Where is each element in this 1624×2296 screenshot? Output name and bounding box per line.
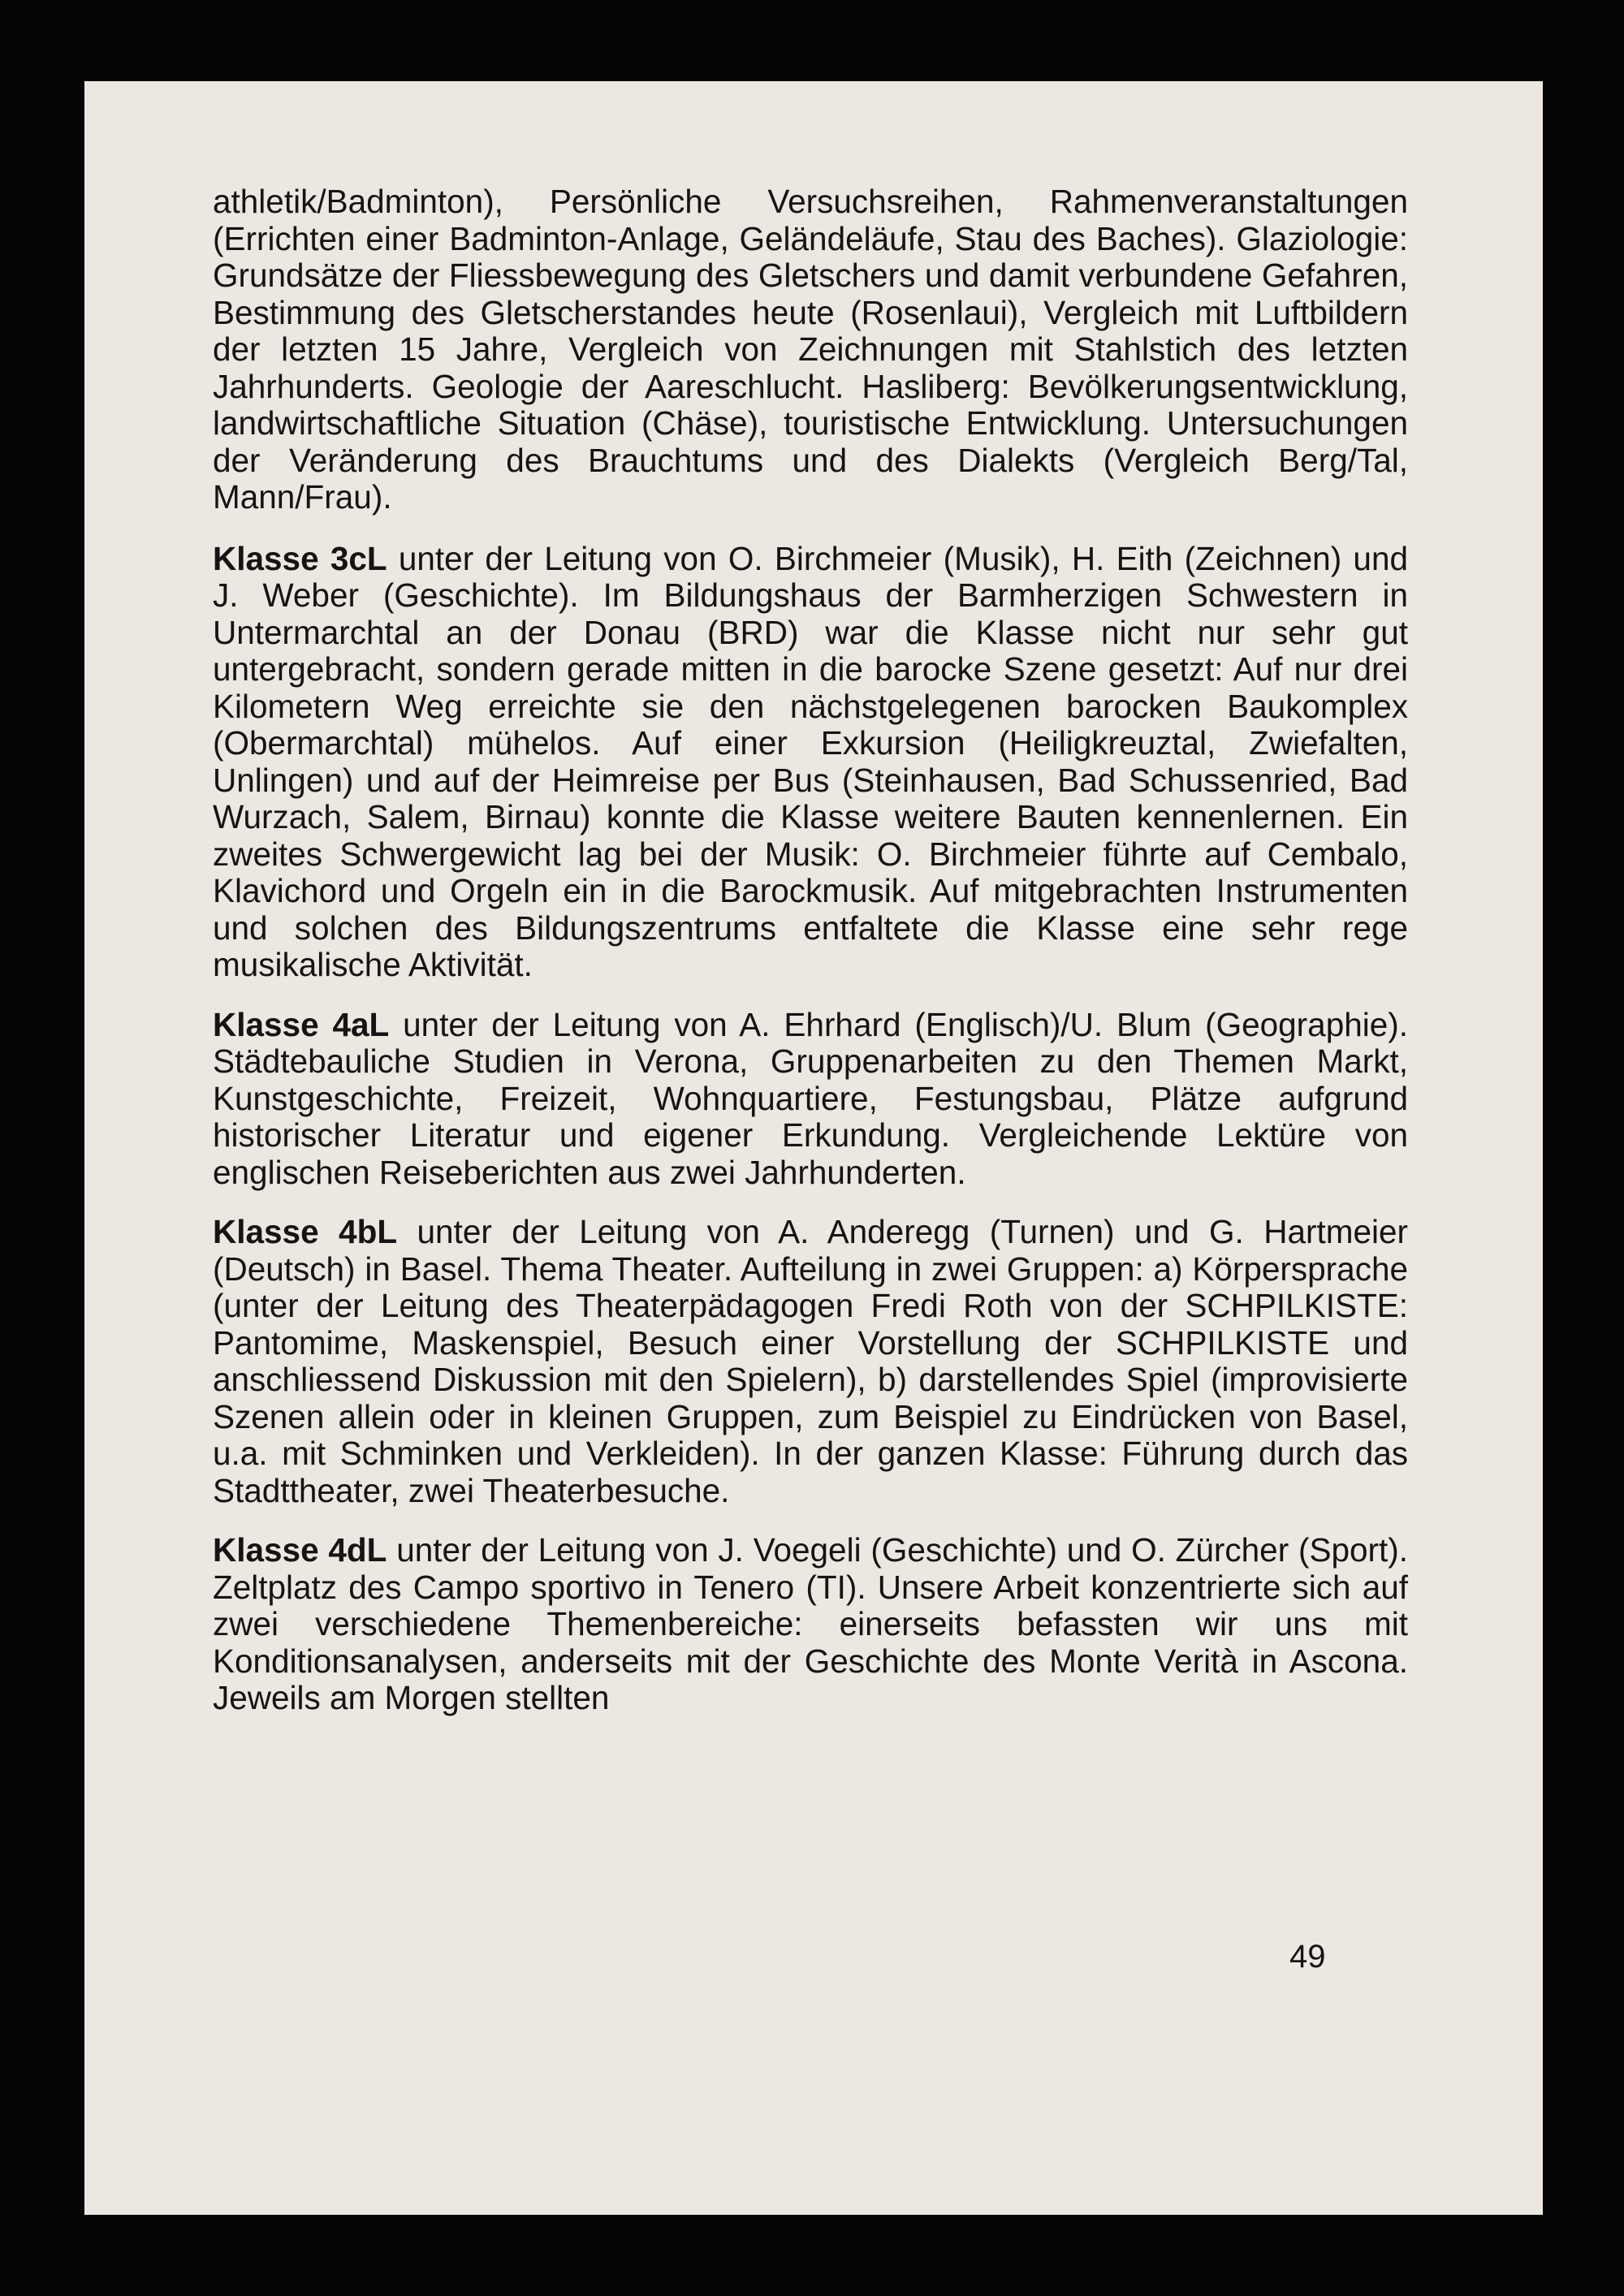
paragraph-klasse-4dl (213, 1532, 1408, 1717)
body-text (213, 183, 1408, 1740)
paragraph-klasse-4al (213, 1007, 1408, 1192)
paragraph-text: athletik/Badminton), Persönliche Versuchsreihen, Rahmenveranstaltungen (Errichten einer Badminton-Anlage, Geländeläufe, Stau des Baches). Glaziologie: Grundsätze der Fliessbewegung des Gletschers und damit verbundene Gefahren, Bestimmung des Gletscherstandes heute (Rosenlaui), Vergleich mit Luftbildern der letzten 15 Jahre, Vergleich von Zeichnungen mit Stahlstich des letzten Jahrhunderts. Geologie der Aareschlucht. Hasliberg: Bevölkerungsentwicklung, landwirtschaftliche Situation (Chäse), touristische Entwicklung. Untersuchungen der Veränderung des Brauchtums und des Dialekts (Vergleich Berg/Tal, Mann/Frau). (213, 183, 1408, 516)
class-label: Klasse 3cL (213, 539, 387, 577)
paragraph-klasse-4bl (213, 1214, 1408, 1509)
paragraph-text: unter der Leitung von A. Anderegg (Turnen) und G. Hartmeier (Deutsch) in Basel. Thema Theater. Aufteilung in zwei Gruppen: a) Körpersprache (unter der Leitung des Theaterpädagogen Fredi Roth von der SCHPILKISTE: Pantomime, Maskenspiel, Besuch einer Vorstellung der SCHPILKISTE und anschliessend Diskussion mit den Spielern), b) darstellendes Spiel (improvisierte Szenen allein oder in kleinen Gruppen, zum Beispiel zu Eindrücken von Basel, u.a. mit Schminken und Verkleiden). In der ganzen Klasse: Führung durch das Stadttheater, zwei Theaterbesuche. (213, 1213, 1408, 1509)
paragraph-continuation (213, 183, 1408, 516)
class-label: Klasse 4aL (213, 1005, 390, 1043)
paragraph-text: unter der Leitung von O. Birchmeier (Musik), H. Eith (Zeichnen) und J. Weber (Geschichte). Im Bildungshaus der Barmherzigen Schwestern in Untermarchtal an der Donau (BRD) war die Klasse nicht nur sehr gut untergebracht, sondern gerade mitten in die barocke Szene gesetzt: Auf nur drei Kilometern Weg erreichte sie den nächstgelegenen barocken Baukomplex (Obermarchtal) mühelos. Auf einer Exkursion (Heiligkreuztal, Zwiefalten, Unlingen) und auf der Heimreise per Bus (Steinhausen, Bad Schussenried, Bad Wurzach, Salem, Birnau) konnte die Klasse weitere Bauten kennenlernen. Ein zweites Schwergewicht lag bei der Musik: O. Birchmeier führte auf Cembalo, Klavichord und Orgeln ein in die Barockmusik. Auf mitgebrachten Instrumenten und solchen des Bildungszentrums entfaltete die Klasse eine sehr rege musikalische Aktivität. (213, 539, 1408, 983)
class-label: Klasse 4bL (213, 1213, 398, 1250)
paragraph-text: unter der Leitung von A. Ehrhard (Englisch)/U. Blum (Geographie). Städtebauliche Studien in Verona, Gruppenarbeiten zu den Themen Markt, Kunstgeschichte, Freizeit, Wohnquartiere, Festungsbau, Plätze aufgrund historischer Literatur und eigener Erkundung. Vergleichende Lektüre von englischen Reiseberichten aus zwei Jahrhunderten. (213, 1005, 1408, 1191)
paragraph-klasse-3cl (213, 541, 1408, 984)
page-number: 49 (1289, 1939, 1326, 1974)
paragraph-text: unter der Leitung von J. Voegeli (Geschichte) und O. Zürcher (Sport). Zeltplatz des Campo sportivo in Tenero (TI). Unsere Arbeit konzentrierte sich auf zwei verschiedene Themenbereiche: einerseits befassten wir uns mit Konditionsanalysen, anderseits mit der Geschichte des Monte Verità in Ascona. Jeweils am Morgen stellten (213, 1531, 1409, 1716)
class-label: Klasse 4dL (213, 1531, 387, 1569)
